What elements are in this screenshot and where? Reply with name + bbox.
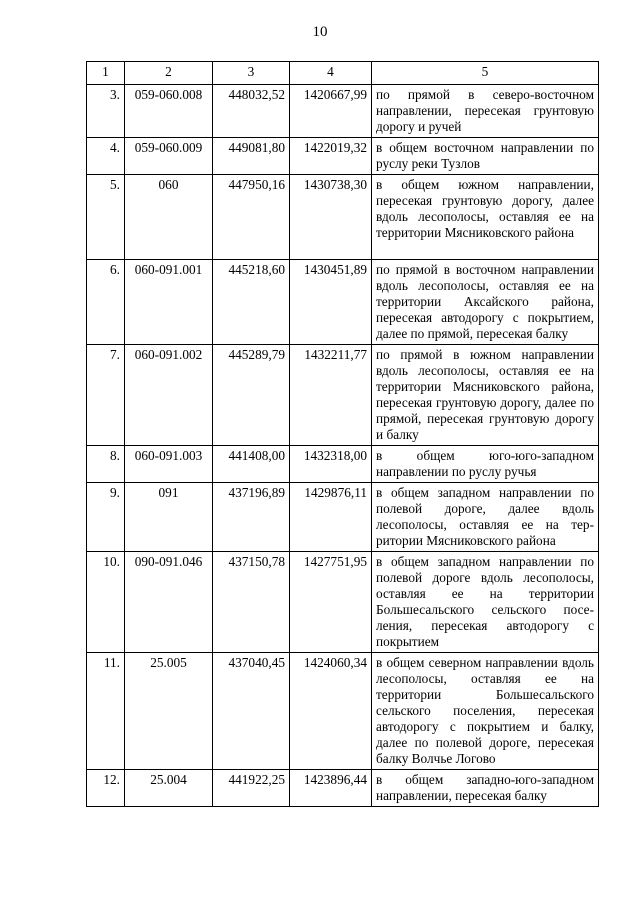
column-header-5: 5 [372, 62, 599, 85]
coordinate-x: 441408,00 [213, 446, 290, 483]
table-row [87, 260, 599, 345]
coordinate-x: 449081,80 [213, 138, 290, 175]
coordinate-y: 1430451,89 [290, 260, 372, 345]
coordinate-y: 1424060,34 [290, 653, 372, 770]
point-code: 060 [125, 175, 213, 260]
route-description: в общем северном направлении вдоль лесополосы, оставляя ее на территории Большесальского сельского поселения, пересекая автодорогу с покрытием и балку, далее по полевой дороге, пересекая балку Волчье Логово [372, 653, 599, 770]
route-description: в общем восточном направлении по руслу реки Тузлов [372, 138, 599, 175]
route-description: по прямой в восточном направлении вдоль лесополосы, оставляя ее на территории Аксайского района, пересекая автодорогу с покрытием, далее по прямой, пересекая балку [372, 260, 599, 345]
coordinate-x: 437150,78 [213, 552, 290, 653]
point-code: 25.004 [125, 770, 213, 807]
row-number: 7. [87, 345, 125, 446]
row-number: 11. [87, 653, 125, 770]
coordinate-y: 1423896,44 [290, 770, 372, 807]
boundary-table [86, 61, 599, 807]
coordinate-x: 447950,16 [213, 175, 290, 260]
column-header-2: 2 [125, 62, 213, 85]
table-row [87, 446, 599, 483]
table-row [87, 138, 599, 175]
coordinate-y: 1429876,11 [290, 483, 372, 552]
point-code: 060-091.003 [125, 446, 213, 483]
coordinate-x: 445218,60 [213, 260, 290, 345]
table-row [87, 653, 599, 770]
row-number: 10. [87, 552, 125, 653]
coordinate-x: 445289,79 [213, 345, 290, 446]
row-number: 6. [87, 260, 125, 345]
coordinate-x: 441922,25 [213, 770, 290, 807]
route-description: по прямой в северо-восточном направлении, пересекая грунтовую дорогу и ручей [372, 85, 599, 138]
coordinate-x: 437040,45 [213, 653, 290, 770]
coordinate-y: 1432211,77 [290, 345, 372, 446]
route-description: по прямой в южном направлении вдоль лесополосы, оставляя ее на территории Мясниковского района, пересекая грунтовую дорогу, далее по прямой, пересекая грунтовую дорогу и балку [372, 345, 599, 446]
row-number: 3. [87, 85, 125, 138]
point-code: 090-091.046 [125, 552, 213, 653]
header-row [87, 62, 599, 85]
table-row [87, 345, 599, 446]
column-header-4: 4 [290, 62, 372, 85]
table-row [87, 175, 599, 260]
coordinate-y: 1432318,00 [290, 446, 372, 483]
coordinate-y: 1430738,30 [290, 175, 372, 260]
row-number: 4. [87, 138, 125, 175]
point-code: 059-060.008 [125, 85, 213, 138]
coordinate-x: 437196,89 [213, 483, 290, 552]
row-number: 9. [87, 483, 125, 552]
row-number: 8. [87, 446, 125, 483]
table-row [87, 85, 599, 138]
page-number: 10 [312, 24, 328, 40]
column-header-1: 1 [87, 62, 125, 85]
coordinate-y: 1420667,99 [290, 85, 372, 138]
point-code: 060-091.002 [125, 345, 213, 446]
coordinate-y: 1427751,95 [290, 552, 372, 653]
route-description: в общем южном направлении, пересекая грунтовую дорогу, далее вдоль лесополосы, оставляя ее на территории Мясниковского района [372, 175, 599, 260]
table-row [87, 552, 599, 653]
route-description: в общем западно-юго-западном направлении, пересекая балку [372, 770, 599, 807]
point-code: 060-091.001 [125, 260, 213, 345]
table-row [87, 770, 599, 807]
row-number: 5. [87, 175, 125, 260]
point-code: 25.005 [125, 653, 213, 770]
route-description: в общем западном направлении по полевой дороге, далее вдоль лесополосы, оставляя ее на территории Мясниковского района [372, 483, 599, 552]
coordinate-y: 1422019,32 [290, 138, 372, 175]
point-code: 091 [125, 483, 213, 552]
column-header-3: 3 [213, 62, 290, 85]
point-code: 059-060.009 [125, 138, 213, 175]
route-description: в общем западном направлении по полевой дороге вдоль лесополосы, оставляя ее на территории Большесальского сельского поселения, пересекая автодорогу с покрытием [372, 552, 599, 653]
row-number: 12. [87, 770, 125, 807]
route-description: в общем юго-юго-западном направлении по руслу ручья [372, 446, 599, 483]
coordinate-x: 448032,52 [213, 85, 290, 138]
table-row [87, 483, 599, 552]
